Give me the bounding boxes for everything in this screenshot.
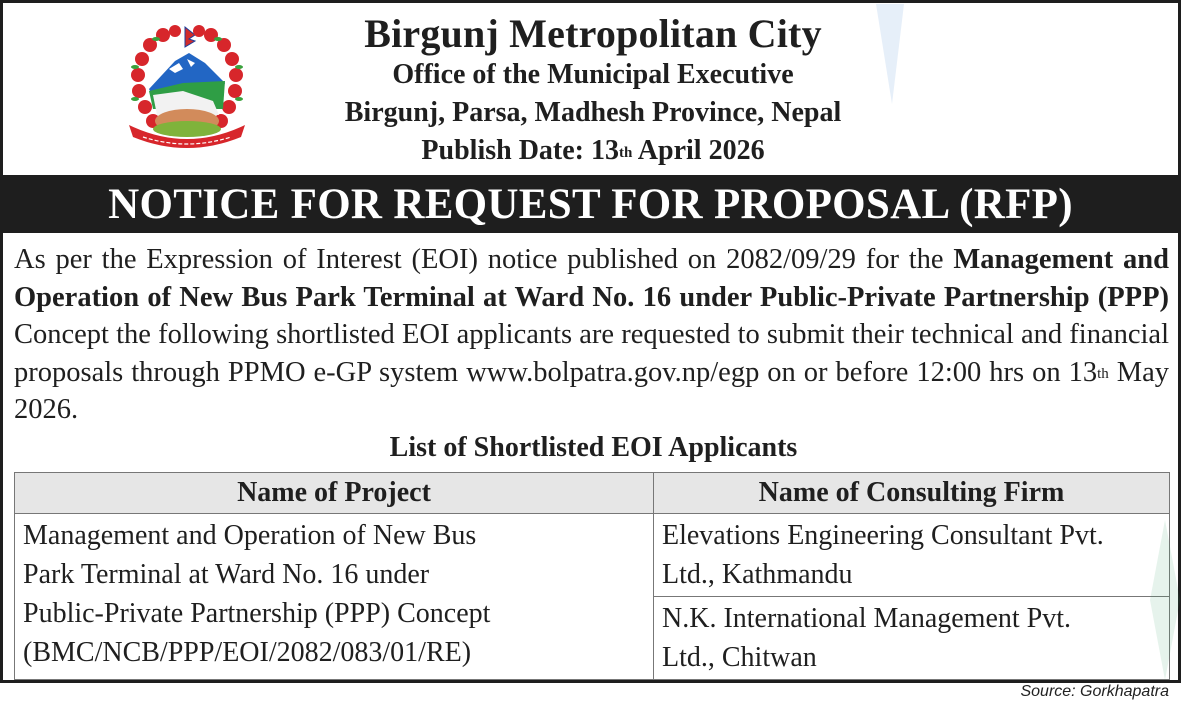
firm-name-line2: Ltd., Kathmandu — [662, 559, 853, 590]
notice-header — [3, 3, 1178, 174]
notice-body-project: Management and Operation of New Bus Park Terminal at Ward No. 16 under Public-Private Partnership (PPP) — [14, 244, 1169, 313]
project-line: Public-Private Partnership (PPP) Concept — [23, 598, 491, 629]
publish-date-label: Publish Date: 13 — [421, 135, 619, 166]
table-row — [15, 514, 1170, 597]
firm-name-line1: Elevations Engineering Consultant Pvt. — [662, 520, 1104, 551]
deadline-ordinal: th — [1097, 365, 1109, 382]
notice-title-banner: NOTICE FOR REQUEST FOR PROPOSAL (RFP) — [3, 175, 1178, 233]
firm-name-line1: N.K. International Management Pvt. — [662, 603, 1072, 634]
firm-name-line2: Ltd., Chitwan — [662, 642, 817, 673]
firm-cell — [654, 514, 1170, 597]
shortlist-title: List of Shortlisted EOI Applicants — [389, 432, 798, 463]
table-header-row — [15, 473, 1170, 514]
firm-cell — [654, 597, 1170, 680]
notice-body-instructions: Concept the following shortlisted EOI applicants are requested to submit their technical and financial proposals through PPMO e-GP system www.bolpatra.gov.np/egp on or before 12:00 hrs on 13 — [14, 319, 1169, 388]
nepal-coat-of-arms-icon — [123, 25, 251, 149]
publish-date-rest: April 2026 — [632, 135, 765, 166]
shortlist-table — [14, 472, 1170, 680]
organization-name: Birgunj Metropolitan City — [364, 11, 822, 56]
column-header-firm: Name of Consulting Firm — [654, 473, 1170, 514]
emblem-graphic — [123, 25, 251, 149]
office-name: Office of the Municipal Executive — [392, 59, 794, 90]
project-line: Management and Operation of New Bus — [23, 520, 477, 551]
project-cell — [15, 514, 654, 680]
project-line: Park Terminal at Ward No. 16 under — [23, 559, 430, 590]
header-text-block — [293, 3, 893, 170]
project-reference: (BMC/NCB/PPP/EOI/2082/083/01/RE) — [23, 637, 472, 668]
notice-body-deadline: May 2026. — [14, 356, 1169, 425]
notice-body — [14, 241, 1169, 429]
column-header-project: Name of Project — [15, 473, 654, 514]
office-address: Birgunj, Parsa, Madhesh Province, Nepal — [344, 97, 842, 128]
publish-date — [293, 132, 893, 170]
notice-body-intro: As per the Expression of Interest (EOI) notice published on 2082/09/29 for the — [14, 244, 954, 275]
publish-date-ordinal: th — [619, 145, 633, 161]
source-credit: Source: Gorkhapatra — [1020, 683, 1169, 700]
